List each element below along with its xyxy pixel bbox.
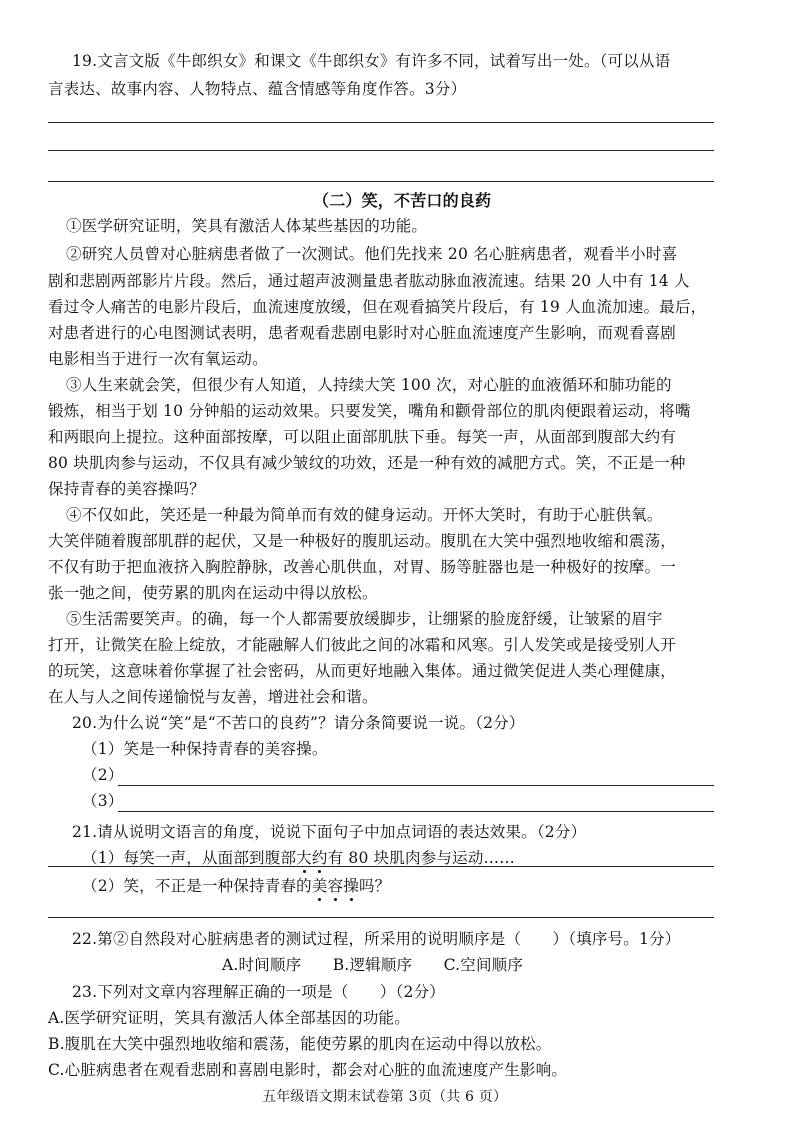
q21-s2-text-before: （2）笑，不正是一种保持青春的	[82, 877, 312, 895]
passage-line: 80 块肌肉参与运动，不仅具有减少皱纹的功效，还是一种有效的减肥方式。笑，不正是一种	[48, 454, 686, 472]
passage-line: 的玩笑，这意味着你掌握了社会密码，从而更好地融入集体。通过微笑促进人类心理健康，	[48, 662, 677, 680]
q20-answer-1: （1）笑是一种保持青春的美容操。	[82, 740, 328, 758]
emphasis-dotted-char: 大	[296, 849, 312, 867]
q21-answer-line-1[interactable]	[48, 866, 714, 867]
q20-answer-3-label: （3）	[82, 792, 124, 810]
passage-line: 和两眼向上提拉。这种面部按摩，可以阻止面部肌肤下垂。每笑一声，从面部到腹部大约有	[48, 428, 677, 446]
passage-line: 剧和悲剧两部影片片段。然后，通过超声波测量患者肱动脉血液流速。结果 20 人中有 14 人	[48, 272, 690, 290]
passage-line: 看过令人痛苦的电影片段后，血流速度放缓，但在观看搞笑片段后，有 19 人血流加速。最后，	[48, 298, 707, 316]
passage-line: ④不仅如此，笑还是一种最为简单而有效的健身运动。开怀大笑时，有助于心脏供氧。	[66, 506, 663, 524]
page-footer: 五年级语文期末试卷第 3页（共 6 页）	[262, 1089, 508, 1105]
passage-line: ②研究人员曾对心脏病患者做了一次测试。他们先找来 20 名心脏病患者，观看半小时喜	[66, 245, 678, 263]
q19-answer-line-1	[48, 122, 714, 123]
q19-answer-line-3	[48, 181, 714, 182]
q20-answer-2-line[interactable]	[118, 785, 714, 786]
q21-sentence-2	[82, 875, 390, 897]
passage-line: 锻炼，相当于划 10 分钟船的运动效果。只要发笑，嘴角和颧骨部位的肌肉便跟着运动，将嘴	[48, 402, 691, 420]
q23-stem: 23.下列对文章内容理解正确的一项是（ ）（2分）	[72, 983, 445, 1001]
q19-stem-line2: 言表达、故事内容、人物特点、蕴含情感等角度作答。3分）	[48, 80, 467, 98]
q21-s2-text-after: 吗？	[358, 877, 391, 895]
q21-answer-line-2[interactable]	[48, 917, 714, 918]
emphasis-dotted-char: 容	[327, 877, 344, 895]
q20-stem: 20.为什么说“笑”是“不苦口的良药”？请分条简要说一说。（2分）	[72, 714, 525, 732]
passage-line: ①医学研究证明，笑具有激活人体某些基因的功能。	[66, 217, 428, 235]
q19-stem-line1: 19.文言文版《牛郎织女》和课文《牛郎织女》有许多不同，试着写出一处。（可以从语	[72, 52, 671, 70]
passage-line: ⑤生活需要笑声。的确，每一个人都需要放缓脚步，让绷紧的脸庞舒缓，让皱紧的眉宇	[66, 610, 663, 628]
q20-answer-3-line[interactable]	[118, 811, 714, 812]
q19-answer-line-2	[48, 150, 714, 151]
q21-s1-text-after: 有 80 块肌肉参与运动……	[327, 849, 515, 867]
q23-option-a[interactable]: A.医学研究证明，笑具有激活人体全部基因的功能。	[48, 1009, 410, 1027]
emphasis-dotted-char: 操	[343, 877, 359, 895]
q20-answer-2-label: （2）	[82, 766, 124, 784]
q21-stem: 21.请从说明文语言的角度，说说下面句子中加点词语的表达效果。（2分）	[72, 823, 587, 841]
passage-line: 大笑伴随着腹部肌群的起伏，又是一种极好的腹肌运动。腹肌在大笑中强烈地收缩和震荡，	[48, 532, 677, 550]
passage-line: 张一弛之间，使劳累的肌肉在运动中得以放松。	[48, 584, 378, 602]
q21-s1-text-before: （1）每笑一声，从面部到腹部	[82, 849, 297, 867]
section-title: （二）笑，不苦口的良药	[313, 191, 492, 210]
passage-line: ③人生来就会笑，但很少有人知道，人持续大笑 100 次，对心脏的血液循环和肺功能的	[66, 376, 672, 394]
passage-line: 保持青春的美容操吗？	[48, 480, 206, 498]
passage-line: 在人与人之间传递愉悦与友善，增进社会和谐。	[48, 688, 378, 706]
emphasis-dotted-char: 美	[311, 877, 328, 895]
passage-line: 对患者进行的心电图测试表明，患者观看悲剧电影时对心脏血流速度产生影响，而观看喜剧	[48, 324, 677, 342]
emphasis-dotted-char: 约	[311, 849, 328, 867]
passage-line: 打开，让微笑在脸上绽放，才能融解人们彼此之间的冰霜和风寒。引人发笑或是接受别人开	[48, 636, 677, 654]
q22-options: A.时间顺序 B.逻辑顺序 C.空间顺序	[222, 956, 524, 974]
q23-option-c[interactable]: C.心脏病患者在观看悲剧和喜剧电影时，都会对心脏的血流速度产生影响。	[48, 1061, 568, 1079]
passage-line: 不仅有助于把血液挤入胸腔静脉，改善心肌供血，对胃、肠等脏器也是一种极好的按摩。一	[48, 558, 677, 576]
q23-option-b[interactable]: B.腹肌在大笑中强烈地收缩和震荡，能使劳累的肌肉在运动中得以放松。	[48, 1035, 552, 1053]
q22-stem: 22.第②自然段对心脏病患者的测试过程，所采用的说明顺序是（ ）（填序号。1分）	[72, 930, 681, 948]
passage-line: 电影相当于进行一次有氧运动。	[48, 350, 268, 368]
